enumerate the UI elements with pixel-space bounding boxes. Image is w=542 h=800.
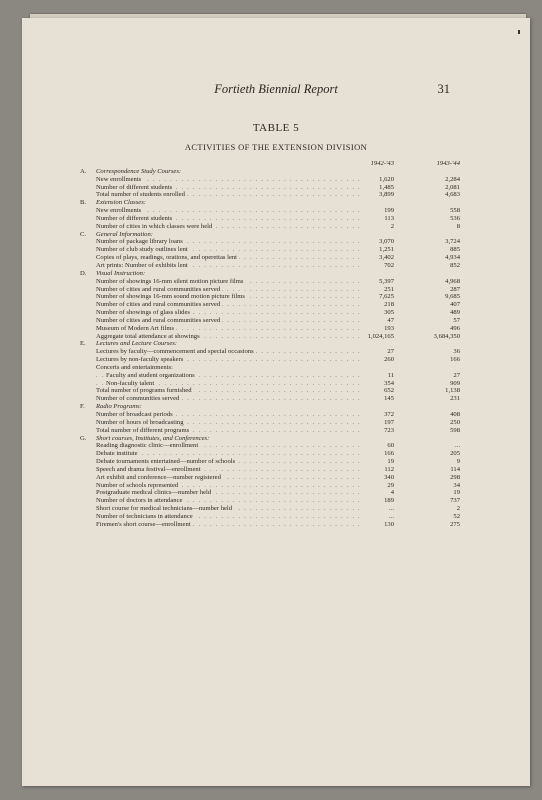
- table-title: TABLE 5: [252, 122, 300, 134]
- value-1943: 34: [453, 481, 460, 489]
- value-1942: 372: [384, 411, 394, 418]
- row-label: Postgraduate medical clinics—number held: [96, 489, 212, 497]
- row-label: Number of different students: [96, 183, 173, 191]
- value-1943: ...: [455, 442, 460, 450]
- value-1942: 1,024,165: [367, 332, 394, 340]
- value-1942: 1,251: [379, 246, 394, 254]
- table-row: [80, 309, 460, 317]
- value-1943: 250: [450, 418, 460, 426]
- value-1942: 19: [387, 458, 394, 466]
- table-row: [80, 513, 460, 521]
- table-row: [80, 395, 460, 403]
- value-1943: 852: [450, 261, 460, 269]
- row-label: New enrollments: [96, 175, 142, 183]
- value-1942: 702: [384, 261, 394, 269]
- value-1942: 60: [387, 442, 394, 450]
- table-row: [80, 254, 460, 262]
- table-row: [80, 372, 460, 380]
- section-letter: E.: [80, 340, 86, 348]
- row-label: Number of showings 16-mm silent motion picture films: [96, 277, 244, 285]
- table-row: [80, 207, 460, 215]
- value-1942: 199: [384, 207, 394, 215]
- table-row: [80, 489, 460, 497]
- value-1942: 189: [384, 497, 394, 505]
- value-1942: 218: [384, 301, 394, 309]
- row-label: Non-faculty talent: [106, 379, 155, 387]
- value-1942: 354: [384, 379, 394, 387]
- value-1943: 909: [450, 379, 460, 387]
- value-1942: 5,397: [379, 277, 394, 285]
- row-label: Correspondence Study Courses:: [96, 167, 182, 175]
- row-label: Number of cities and rural communities served: [96, 301, 221, 309]
- row-label: Debate tournaments entertained—number of schools: [96, 458, 236, 466]
- value-1942: 340: [384, 473, 394, 481]
- row-label: New enrollments: [96, 207, 142, 215]
- value-1942: 1,485: [379, 183, 394, 191]
- table-row: [80, 238, 460, 246]
- value-1942: 1,620: [379, 175, 394, 183]
- row-label: Radio Programs:: [96, 403, 142, 411]
- row-label: Number of broadcast periods: [96, 411, 173, 418]
- table-row: [80, 497, 460, 505]
- value-1942: 11: [387, 371, 394, 379]
- section-heading-row: [80, 231, 460, 239]
- row-label: Aggregate total attendance at showings: [96, 332, 200, 340]
- value-1943: 408: [450, 411, 460, 418]
- section-heading-row: [80, 340, 460, 348]
- value-1942: 7,625: [379, 293, 394, 301]
- report-title: Fortieth Biennial Report: [214, 82, 338, 96]
- table-row: [80, 286, 460, 294]
- table-row: [80, 427, 460, 435]
- table-row: [80, 442, 460, 450]
- row-label: Number of package library loans: [96, 238, 183, 246]
- section-heading-row: [80, 168, 460, 176]
- value-1942: 166: [384, 450, 394, 458]
- row-label: Number of different students: [96, 214, 173, 222]
- row-label: Extension Classes:: [96, 199, 146, 207]
- value-1943: 8: [456, 222, 460, 230]
- row-label: Art exhibit and conference—number registered: [96, 473, 221, 481]
- value-1943: 1,138: [445, 387, 460, 395]
- row-label: Number of communities served: [96, 395, 180, 403]
- table-row: [80, 419, 460, 427]
- value-1943: 3,684,350: [433, 332, 460, 340]
- value-1943: 205: [450, 450, 460, 458]
- value-1943: 9: [456, 458, 460, 466]
- value-1943: 598: [450, 426, 460, 434]
- value-1943: 2: [456, 505, 460, 513]
- section-heading-row: [80, 403, 460, 411]
- value-1942: 3,402: [379, 254, 394, 262]
- row-label: Number of club study outlines lent: [96, 246, 188, 254]
- row-label: Total number of different programs: [96, 426, 190, 434]
- row-label: Number of cities and rural communities served: [96, 285, 221, 293]
- table-row: [80, 191, 460, 199]
- value-1943: 287: [450, 285, 460, 293]
- value-1943: 114: [450, 465, 460, 473]
- table-row: [80, 364, 460, 372]
- table-row: [80, 278, 460, 286]
- value-1943: 231: [450, 395, 460, 403]
- value-1943: 166: [450, 356, 460, 364]
- value-1943: 52: [453, 512, 460, 520]
- table-row: [80, 333, 460, 341]
- table-row: [80, 474, 460, 482]
- table-row: [80, 505, 460, 513]
- row-label: Lectures by faculty—commencement and special occasions: [96, 348, 254, 356]
- table-row: [80, 246, 460, 254]
- value-1943: 3,724: [445, 238, 460, 246]
- row-label: Number of showings of glass slides: [96, 309, 190, 317]
- row-label: Lectures and Lecture Courses:: [96, 340, 178, 348]
- row-label: Concerts and entertainments:: [96, 363, 173, 371]
- value-1943: 275: [450, 520, 460, 528]
- activities-table: [80, 160, 460, 529]
- value-1942: 2: [390, 222, 394, 230]
- value-1943: 4,968: [445, 277, 460, 285]
- value-1942: 723: [384, 426, 394, 434]
- table-row: [80, 301, 460, 309]
- column-header-1943: 1943-'44: [436, 160, 460, 167]
- value-1943: 496: [450, 324, 460, 332]
- row-label: Number of schools represented: [96, 481, 179, 489]
- value-1943: 57: [453, 316, 460, 324]
- section-letter: G.: [80, 434, 87, 442]
- row-label: General Information:: [96, 230, 153, 238]
- value-1943: 27: [453, 371, 460, 379]
- row-label: Number of showings 16-mm sound motion picture films: [96, 293, 245, 301]
- value-1943: 298: [450, 473, 460, 481]
- column-header-row: [80, 160, 460, 168]
- table-row: [80, 184, 460, 192]
- table-row: [80, 380, 460, 388]
- value-1943: 4,683: [445, 191, 460, 199]
- value-1943: 558: [450, 207, 460, 215]
- table-row: [80, 521, 460, 529]
- table-row: [80, 348, 460, 356]
- value-1942: 251: [384, 285, 394, 293]
- value-1942: 4: [390, 489, 394, 497]
- row-label: Firemen's short course—enrollment: [96, 520, 191, 528]
- section-letter: D.: [80, 269, 87, 277]
- table-row: [80, 387, 460, 395]
- row-label: Speech and drama festival—enrollment: [96, 465, 201, 473]
- table-row: [80, 411, 460, 419]
- value-1942: 112: [384, 465, 394, 473]
- table-row: [80, 293, 460, 301]
- value-1942: 193: [384, 324, 394, 332]
- value-1942: 652: [384, 387, 394, 395]
- section-letter: F.: [80, 403, 85, 411]
- row-label: Number of hours of broadcasting: [96, 418, 184, 426]
- table-row: [80, 466, 460, 474]
- section-heading-row: [80, 199, 460, 207]
- row-label: Debate institute: [96, 450, 138, 458]
- row-label: Short courses, Institutes, and Conferences:: [96, 434, 210, 442]
- table-subtitle: ACTIVITIES OF THE EXTENSION DIVISION: [184, 142, 368, 152]
- row-label: Number of technicians in attendance: [96, 512, 193, 520]
- value-1943: 2,284: [445, 175, 460, 183]
- table-row: [80, 356, 460, 364]
- value-1942: 113: [384, 214, 394, 222]
- value-1942: ...: [389, 512, 394, 520]
- value-1943: 9,685: [445, 293, 460, 301]
- table-row: [80, 450, 460, 458]
- row-label: Museum of Modern Art films: [96, 324, 175, 332]
- section-heading-row: [80, 435, 460, 443]
- section-heading-row: [80, 270, 460, 278]
- row-label: Number of cities and rural communities served: [96, 316, 221, 324]
- value-1943: 407: [450, 301, 460, 309]
- table-row: [80, 325, 460, 333]
- value-1942: 3,070: [379, 238, 394, 246]
- ink-mark: [518, 30, 520, 34]
- value-1943: 2,081: [445, 183, 460, 191]
- value-1942: 47: [387, 316, 394, 324]
- row-label: Lectures by non-faculty speakers: [96, 356, 184, 364]
- page-header: [22, 82, 530, 98]
- value-1942: 29: [387, 481, 394, 489]
- table-row: [80, 482, 460, 490]
- row-label: Short course for medical technicians—number held: [96, 505, 233, 513]
- value-1942: 145: [384, 395, 394, 403]
- value-1942: 305: [384, 309, 394, 317]
- table-row: [80, 317, 460, 325]
- value-1943: 737: [450, 497, 460, 505]
- table-row: [80, 223, 460, 231]
- table-row: [80, 215, 460, 223]
- value-1943: 885: [450, 246, 460, 254]
- row-label: Total number of programs furnished: [96, 387, 192, 395]
- page-number: 31: [437, 82, 450, 96]
- row-label: Number of doctors in attendance: [96, 497, 183, 505]
- table-row: [80, 176, 460, 184]
- section-letter: B.: [80, 199, 87, 207]
- value-1942: 197: [384, 418, 394, 426]
- row-label: Art prints: Number of exhibits lent: [96, 261, 188, 269]
- column-header-1942: 1942-'43: [370, 160, 394, 167]
- row-label: Faculty and student organizations: [106, 371, 195, 379]
- value-1942: 260: [384, 356, 394, 364]
- section-letter: A.: [80, 167, 87, 175]
- table-row: [80, 458, 460, 466]
- row-label: Total number of students enrolled: [96, 191, 185, 199]
- value-1943: 36: [453, 348, 460, 356]
- value-1943: 536: [450, 214, 460, 222]
- value-1942: 3,899: [379, 191, 394, 199]
- document-page: [22, 18, 530, 786]
- row-label: Reading diagnostic clinic—enrollment: [96, 442, 199, 450]
- row-label: Visual Instruction:: [96, 269, 146, 277]
- row-label: Number of cities in which classes were held: [96, 222, 213, 230]
- value-1942: 27: [387, 348, 394, 356]
- table-row: [80, 262, 460, 270]
- section-letter: C.: [80, 230, 87, 238]
- value-1942: ...: [389, 505, 394, 513]
- value-1943: 489: [450, 309, 460, 317]
- row-label: Copies of plays, readings, orations, and operettas lent: [96, 254, 237, 262]
- value-1943: 4,934: [445, 254, 460, 262]
- value-1943: 19: [453, 489, 460, 497]
- value-1942: 130: [384, 520, 394, 528]
